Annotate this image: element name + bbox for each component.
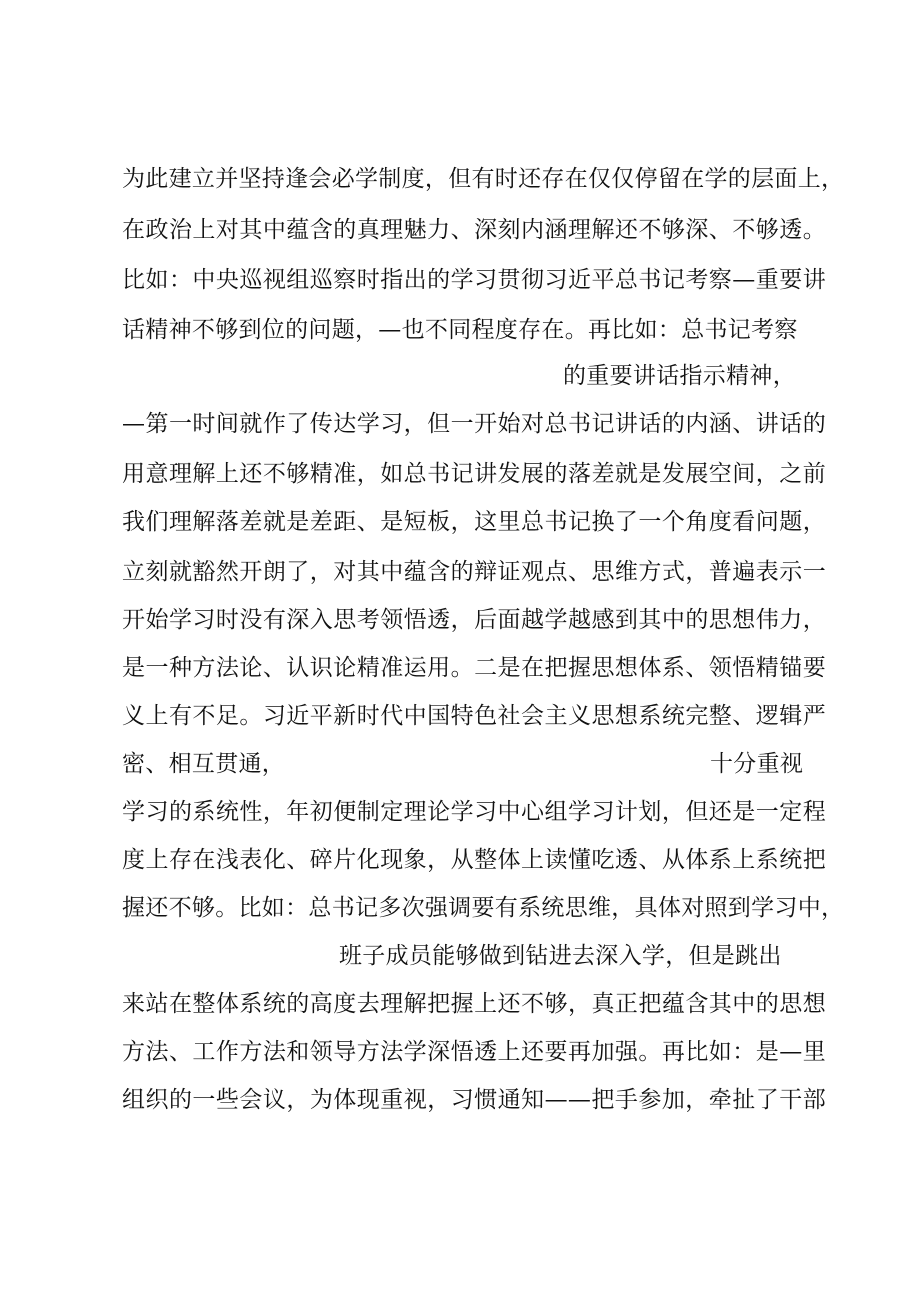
text-line: 班子成员能够做到钻进去深入学，但是跳出	[339, 943, 782, 969]
text-line: 比如：中央巡视组巡察时指出的学习贯彻习近平总书记考察—重要讲	[122, 267, 826, 293]
text-line: 义上有不足。习近平新时代中国特色社会主义思想系统完整、逻辑严	[122, 703, 826, 729]
text-line: 在政治上对其中蕴含的真理魅力、深刻内涵理解还不够深、不够透。	[122, 217, 826, 243]
text-line: 为此建立并坚持逢会必学制度，但有时还存在仅仅停留在学的层面上，	[122, 166, 845, 192]
text-line: 组织的一些会议，为体现重视，习惯通知——把手参加，牵扯了干部	[122, 1087, 826, 1113]
text-line: 我们理解落差就是差距、是短板，这里总书记换了一个角度看问题，	[122, 509, 826, 535]
text-line: 十分重视	[710, 751, 804, 777]
text-line: 是一种方法论、认识论精准运用。二是在把握思想体系、领悟精锚要	[122, 655, 826, 681]
text-line: 度上存在浅表化、碎片化现象，从整体上读懂吃透、从体系上系统把	[122, 847, 826, 873]
text-line: 学习的系统性，年初便制定理论学习中心组学习计划，但还是一定程	[122, 799, 826, 825]
text-line: —第一时间就作了传达学习，但一开始对总书记讲话的内涵、讲话的	[122, 411, 826, 437]
text-line: 的重要讲话指示精神，	[563, 363, 796, 389]
text-line: 方法、工作方法和领导方法学深悟透上还要再加强。再比如：是—里	[122, 1039, 826, 1065]
text-line: 密、相互贯通，	[122, 751, 286, 777]
text-line: 来站在整体系统的高度去理解把握上还不够，真正把蕴含其中的思想	[122, 991, 826, 1017]
text-line: 用意理解上还不够精准，如总书记讲发展的落差就是发展空间，之前	[122, 461, 826, 487]
text-line: 立刻就豁然开朗了，对其中蕴含的辩证观点、思维方式，普遍表示一	[122, 559, 826, 585]
text-line: 开始学习时没有深入思考领悟透，后面越学越感到其中的思想伟力，	[122, 607, 826, 633]
text-line: 话精神不够到位的问题，—也不同程度存在。再比如：总书记考察	[122, 317, 798, 343]
text-line: 握还不够。比如：总书记多次强调要有系统思维，具体对照到学习中，	[122, 895, 845, 921]
